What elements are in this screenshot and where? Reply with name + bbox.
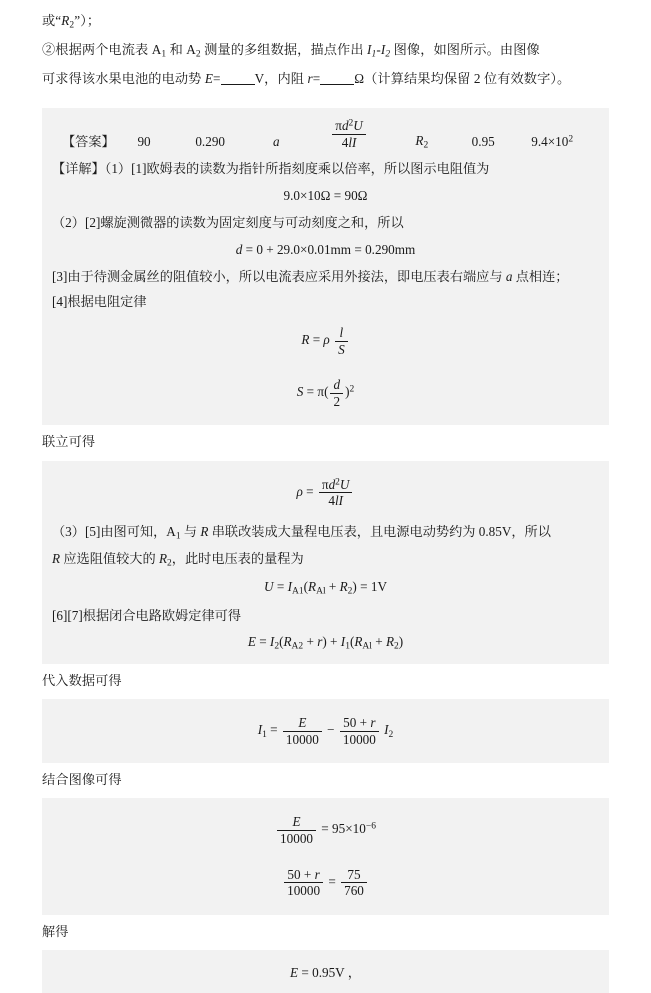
- detail-6: （3）[5]由图可知，$A_1$ 与 R 串联改装成大量程电压表，且电源电动势约为 0.85V，所以: [52, 523, 551, 542]
- equation-final-block: [42, 950, 609, 993]
- detail-2: （2）[2]螺旋测微器的读数为固定刻度与可动刻度之和，所以: [52, 214, 404, 230]
- detail-9: 结合图像可得: [42, 772, 122, 788]
- equation-E: $E = I_2(R_{A2} + r) + I_1(R_{Al} + R_2)$: [247, 634, 404, 653]
- equation-I1: $I_1$ = $\frac{E}{10000}$ − $\frac{50 + r}{10000}$ $I_2$: [257, 715, 394, 747]
- detail-6b: R 应选阻值较大的 $R_2$，此时电压表的量程为: [52, 550, 304, 569]
- answer-4: $\frac{\pi d^2U}{4lI}$: [306, 118, 393, 150]
- question-item-2-line2: 可求得该水果电池的电动势 E= V，内阻 r= Ω（计算结果均保留 2 位有效数字）。: [42, 71, 571, 87]
- detail-4: [4]根据电阻定律: [52, 294, 147, 310]
- detail-1: 【详解】（1）[1]欧姆表的读数为指针所指刻度乘以倍率，所以图示电阻值为: [52, 161, 490, 177]
- equation-S: S = π( $\frac{d}{2}$ )$^2$: [296, 377, 355, 409]
- answer-1: 90: [137, 134, 151, 150]
- answer-2: 0.290: [195, 134, 225, 150]
- equation-2: d = 0 + 29.0×0.01mm = 0.290mm: [235, 241, 416, 257]
- detail-7: [6][7]根据闭合电路欧姆定律可得: [52, 607, 242, 623]
- equation-1: 9.0×10Ω = 90Ω: [283, 187, 368, 203]
- equation-U: $U = I_{A1}(R_{Al} + R_2) = 1V$: [264, 579, 387, 597]
- blank-resistance[interactable]: [320, 84, 354, 85]
- detail-8: 代入数据可得: [42, 673, 122, 689]
- equation-num-1: $\frac{E}{10000}$ = $95\times 10^{-6}$: [52, 804, 599, 856]
- equation-rho: ρ = $\frac{\pi d^2U}{4lI}$: [52, 467, 599, 519]
- equation-final: E = 0.95V ，: [290, 964, 361, 980]
- answer-row: [52, 114, 599, 156]
- detail-3: [3]由于待测金属丝的阻值较小，所以电流表应采用外接法，即电压表右端应与 a 点相连；: [52, 268, 569, 284]
- answer-7: $9.4\times 10^2$: [531, 134, 574, 150]
- detail-label: 【详解】: [52, 161, 105, 177]
- equation-I1-block: [42, 699, 609, 763]
- answer-6: 0.95: [471, 134, 495, 150]
- answer-5: $R_2$: [415, 132, 429, 151]
- detail-10: 解得: [42, 923, 69, 939]
- equation-R: R = ρ $\frac{l}{S}$: [52, 315, 599, 367]
- equation-rho-block: [42, 461, 609, 665]
- question-item-2: ②根据两个电流表 $A_1$ 和 $A_2$ 测量的多组数据，描点作出 $I_1-I_2$ 图像，如图所示。由图像: [42, 42, 540, 60]
- continuation-line: 或“$R_2$”）；: [42, 13, 101, 31]
- answer-block: [42, 108, 609, 425]
- equation-num-2: $\frac{50 + r}{10000}$ = $\frac{75}{760}$: [52, 857, 599, 909]
- detail-5: 联立可得: [42, 434, 96, 450]
- blank-emf[interactable]: [221, 84, 255, 85]
- answer-3: a: [273, 134, 280, 150]
- answer-label: 【答案】: [62, 134, 115, 150]
- equation-numeric-block: [42, 798, 609, 914]
